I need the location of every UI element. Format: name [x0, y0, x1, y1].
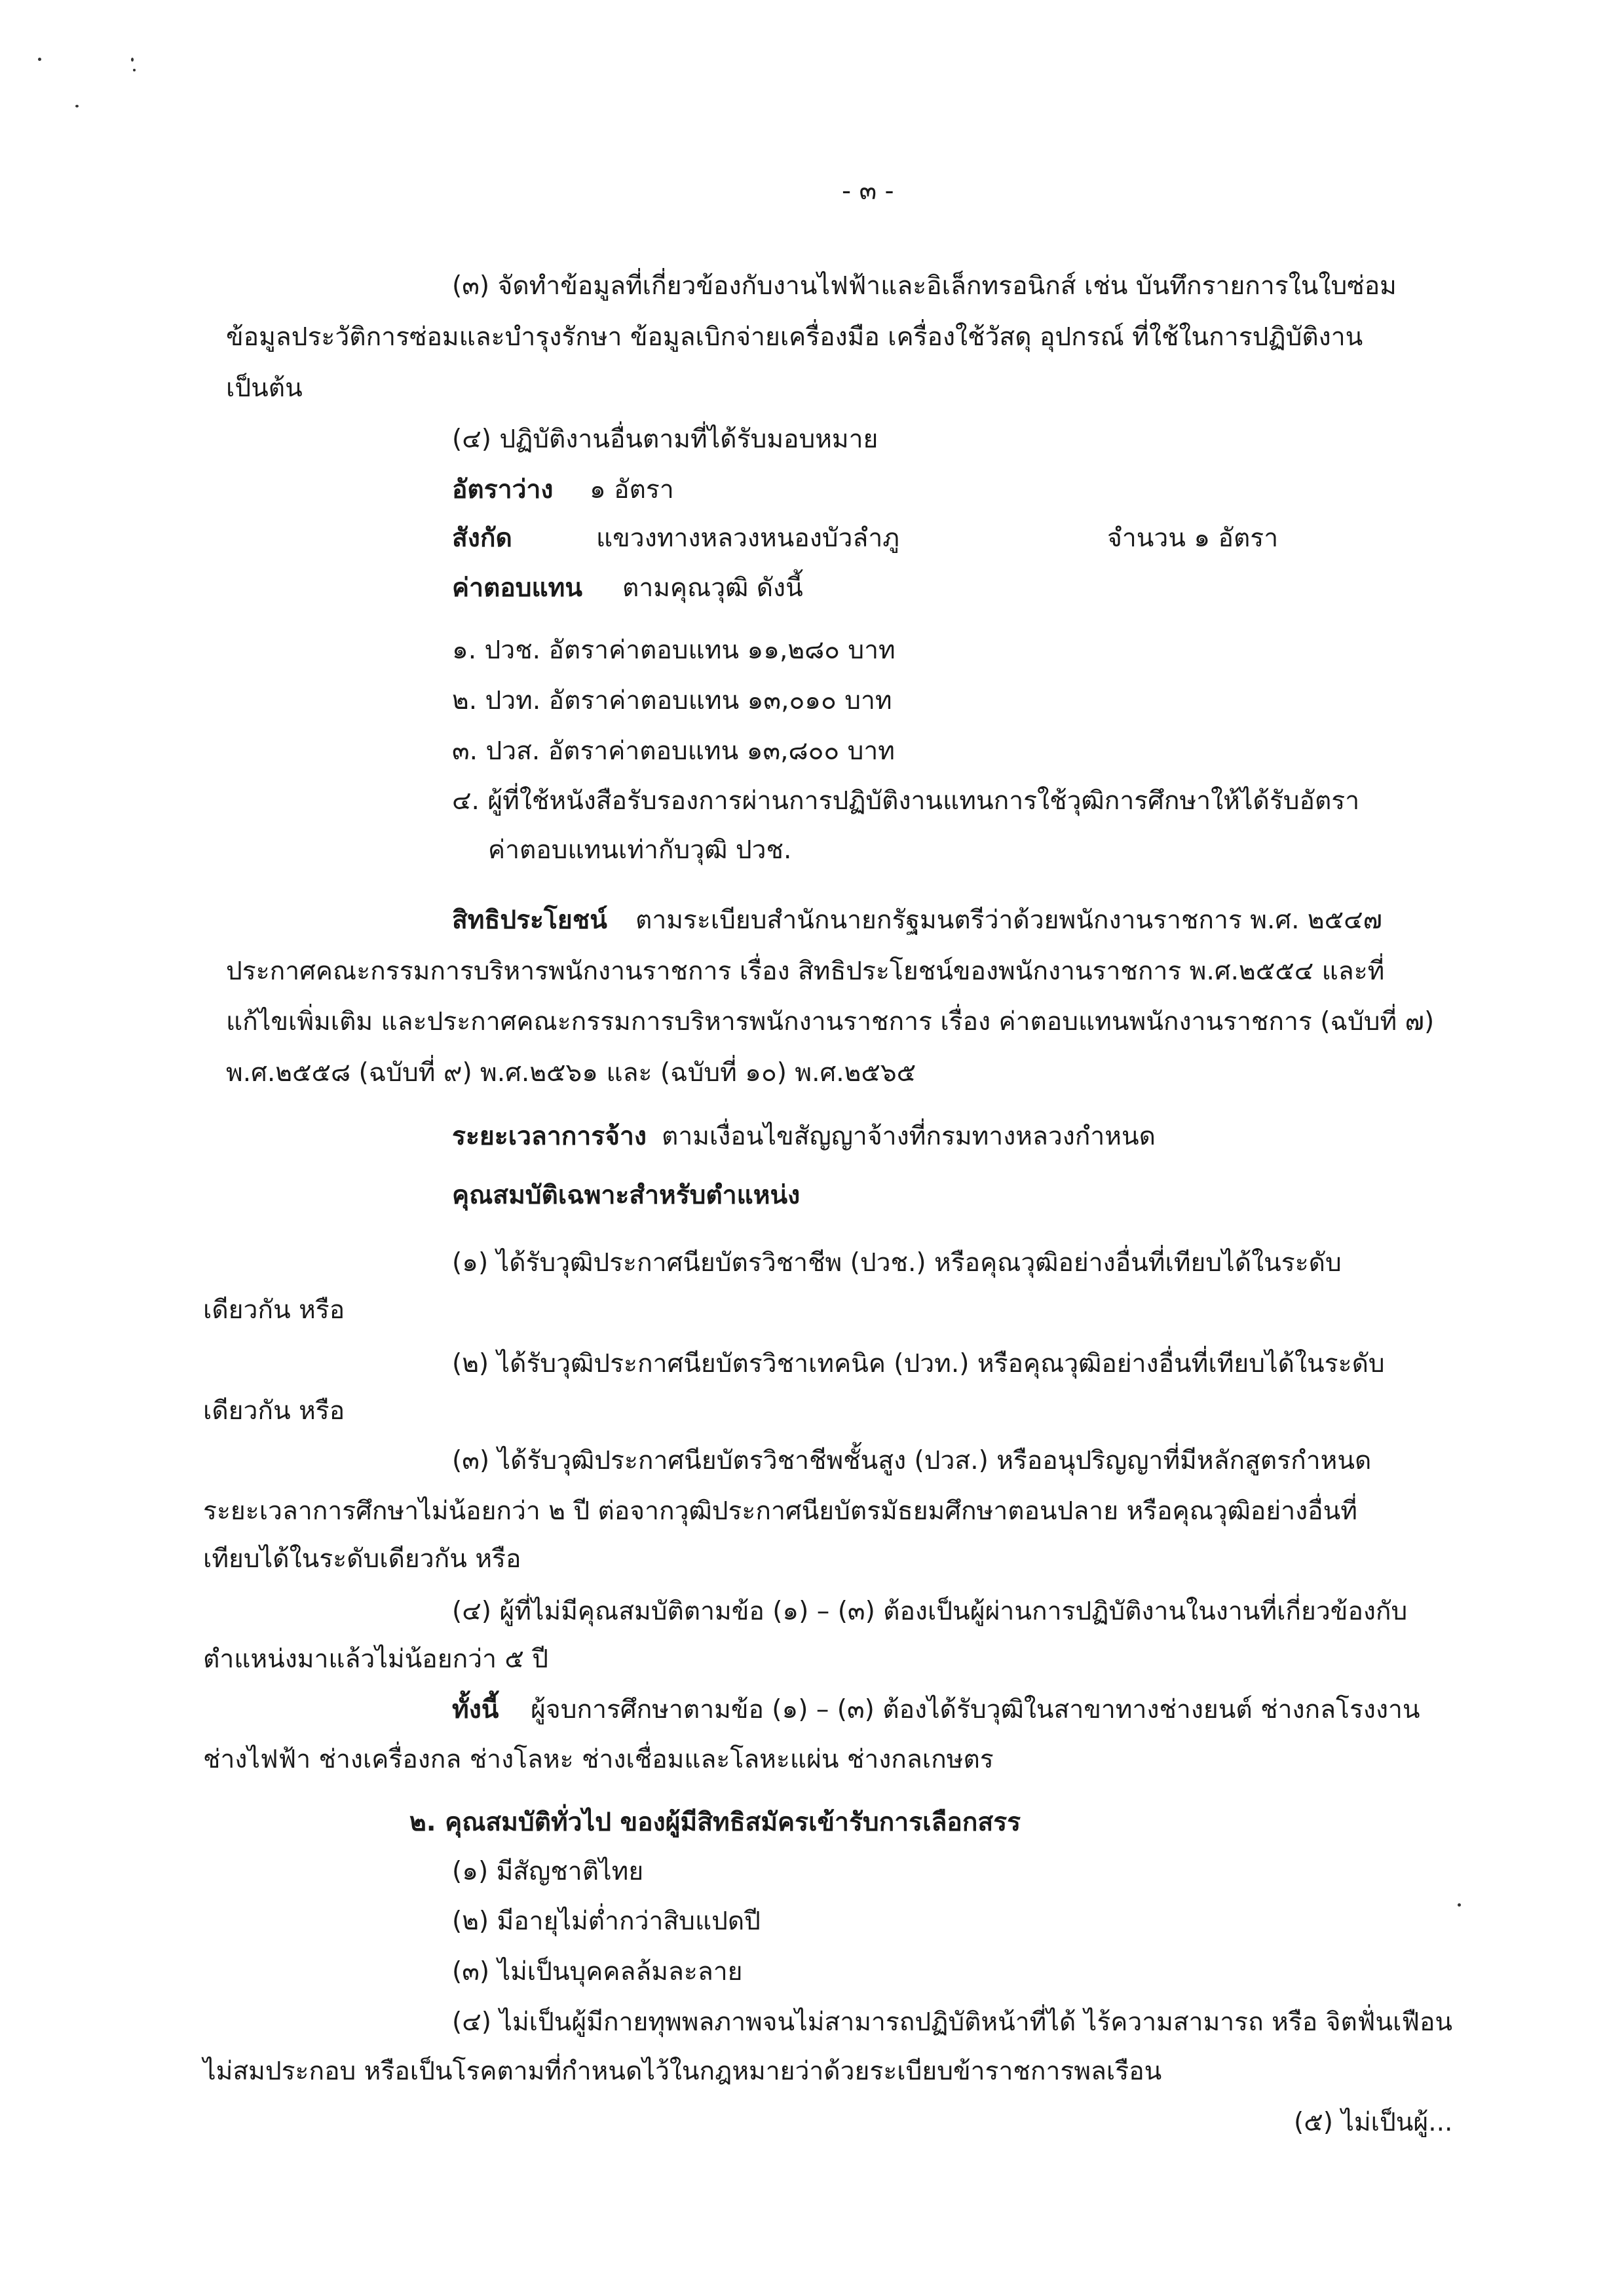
page-continuation: (๕) ไม่เป็นผู้...: [1294, 2108, 1453, 2137]
benefits-line-4: พ.ศ.๒๕๕๘ (ฉบับที่ ๙) พ.ศ.๒๕๖๑ และ (ฉบับที่ ๑๐) พ.ศ.๒๕๖๕: [226, 1058, 916, 1088]
scan-speck: [133, 69, 136, 71]
compensation-rate-4-line-2: ค่าตอบแทนเท่ากับวุฒิ ปวช.: [488, 835, 792, 865]
specific-qualification-1-line-2: เดียวกัน หรือ: [203, 1295, 345, 1325]
employment-period-label: ระยะเวลาการจ้าง: [452, 1122, 647, 1151]
specific-qualification-3-line-1: (๓) ได้รับวุฒิประกาศนียบัตรวิชาชีพชั้นสูง (ปวส.) หรืออนุปริญญาที่มีหลักสูตรกำหนด: [452, 1446, 1372, 1475]
benefits-line-2: ประกาศคณะกรรมการบริหารพนักงานราชการ เรื่อง สิทธิประโยชน์ของพนักงานราชการ พ.ศ.๒๕๕๔ และที่: [226, 957, 1385, 986]
specific-qualification-2-line-1: (๒) ได้รับวุฒิประกาศนียบัตรวิชาเทคนิค (ปวท.) หรือคุณวุฒิอย่างอื่นที่เทียบได้ในระดับ: [452, 1349, 1385, 1379]
duty-item-4: (๔) ปฏิบัติงานอื่นตามที่ได้รับมอบหมาย: [452, 425, 878, 454]
specific-qualification-4-line-2: ตำแหน่งมาแล้วไม่น้อยกว่า ๕ ปี: [203, 1645, 549, 1674]
vacancy-label: อัตราว่าง: [452, 475, 554, 504]
specific-qualification-note-label: ทั้งนี้: [452, 1695, 499, 1724]
specific-qualification-2-line-2: เดียวกัน หรือ: [203, 1396, 345, 1426]
general-qualification-2: (๒) มีอายุไม่ต่ำกว่าสิบแปดปี: [452, 1907, 761, 1936]
employment-period-text: ตามเงื่อนไขสัญญาจ้างที่กรมทางหลวงกำหนด: [662, 1122, 1156, 1151]
scan-speck: [75, 105, 79, 107]
specific-qualification-1-line-1: (๑) ได้รับวุฒิประกาศนียบัตรวิชาชีพ (ปวช.) หรือคุณวุฒิอย่างอื่นที่เทียบได้ในระดับ: [452, 1248, 1342, 1278]
compensation-rate-4-line-1: ๔. ผู้ที่ใช้หนังสือรับรองการผ่านการปฏิบัติงานแทนการใช้วุฒิการศึกษาให้ได้รับอัตรา: [452, 786, 1360, 816]
general-qualification-3: (๓) ไม่เป็นบุคคลล้มละลาย: [452, 1957, 743, 1987]
affiliation-label: สังกัด: [452, 523, 512, 553]
page-number: - ๓ -: [842, 176, 894, 206]
specific-qualification-4-line-1: (๔) ผู้ที่ไม่มีคุณสมบัติตามข้อ (๑) – (๓) ต้องเป็นผู้ผ่านการปฏิบัติงานในงานที่เกี่ยวข้องกับ: [452, 1597, 1408, 1626]
compensation-intro: ตามคุณวุฒิ ดังนี้: [622, 573, 803, 603]
specific-qualification-3-line-3: เทียบได้ในระดับเดียวกัน หรือ: [203, 1544, 521, 1574]
compensation-label: ค่าตอบแทน: [452, 573, 582, 603]
benefits-label: สิทธิประโยชน์: [452, 905, 607, 935]
specific-qualification-note-line-2: ช่างไฟฟ้า ช่างเครื่องกล ช่างโลหะ ช่างเชื่อมและโลหะแผ่น ช่างกลเกษตร: [203, 1745, 994, 1774]
general-qualifications-heading: ๒. คุณสมบัติทั่วไป ของผู้มีสิทธิสมัครเข้ารับการเลือกสรร: [409, 1808, 1021, 1837]
scan-speck: [38, 58, 41, 61]
compensation-rate: ๓. ปวส. อัตราค่าตอบแทน ๑๓,๘๐๐ บาท: [452, 736, 895, 766]
duty-item-3-line-3: เป็นต้น: [226, 373, 303, 403]
benefits-line-1: ตามระเบียบสำนักนายกรัฐมนตรีว่าด้วยพนักงานราชการ พ.ศ. ๒๕๔๗: [635, 905, 1382, 935]
specific-qualification-note-line-1: ผู้จบการศึกษาตามข้อ (๑) – (๓) ต้องได้รับวุฒิในสาขาทางช่างยนต์ ช่างกลโรงงาน: [531, 1695, 1420, 1724]
general-qualification-4-line-2: ไม่สมประกอบ หรือเป็นโรคตามที่กำหนดไว้ในกฎหมายว่าด้วยระเบียบข้าราชการพลเรือน: [203, 2057, 1162, 2086]
specific-qualifications-heading: คุณสมบัติเฉพาะสำหรับตำแหน่ง: [452, 1181, 801, 1210]
general-qualification-4-line-1: (๔) ไม่เป็นผู้มีกายทุพพลภาพจนไม่สามารถปฏิบัติหน้าที่ได้ ไร้ความสามารถ หรือ จิตฟั่นเฟือน: [452, 2007, 1453, 2037]
compensation-rate: ๑. ปวช. อัตราค่าตอบแทน ๑๑,๒๘๐ บาท: [452, 636, 896, 665]
vacancy-value: ๑ อัตรา: [590, 475, 674, 504]
affiliation-count: จำนวน ๑ อัตรา: [1107, 523, 1279, 553]
duty-item-3-line-1: (๓) จัดทำข้อมูลที่เกี่ยวข้องกับงานไฟฟ้าและอิเล็กทรอนิกส์ เช่น บันทึกรายการในใบซ่อม: [452, 271, 1397, 301]
compensation-rate: ๒. ปวท. อัตราค่าตอบแทน ๑๓,๐๑๐ บาท: [452, 686, 892, 715]
general-qualification-1: (๑) มีสัญชาติไทย: [452, 1857, 644, 1886]
benefits-line-3: แก้ไขเพิ่มเติม และประกาศคณะกรรมการบริหารพนักงานราชการ เรื่อง ค่าตอบแทนพนักงานราชการ (ฉบับที่ ๗): [226, 1007, 1435, 1036]
scan-speck: [131, 58, 134, 62]
affiliation-unit: แขวงทางหลวงหนองบัวลำภู: [596, 523, 899, 553]
scan-speck: [1458, 1903, 1461, 1907]
specific-qualification-3-line-2: ระยะเวลาการศึกษาไม่น้อยกว่า ๒ ปี ต่อจากวุฒิประกาศนียบัตรมัธยมศึกษาตอนปลาย หรือคุณวุฒิอย่างอื่นที่: [203, 1496, 1357, 1526]
duty-item-3-line-2: ข้อมูลประวัติการซ่อมและบำรุงรักษา ข้อมูลเบิกจ่ายเครื่องมือ เครื่องใช้วัสดุ อุปกรณ์ ที่ใช้ในการปฏิบัติงาน: [226, 322, 1363, 352]
